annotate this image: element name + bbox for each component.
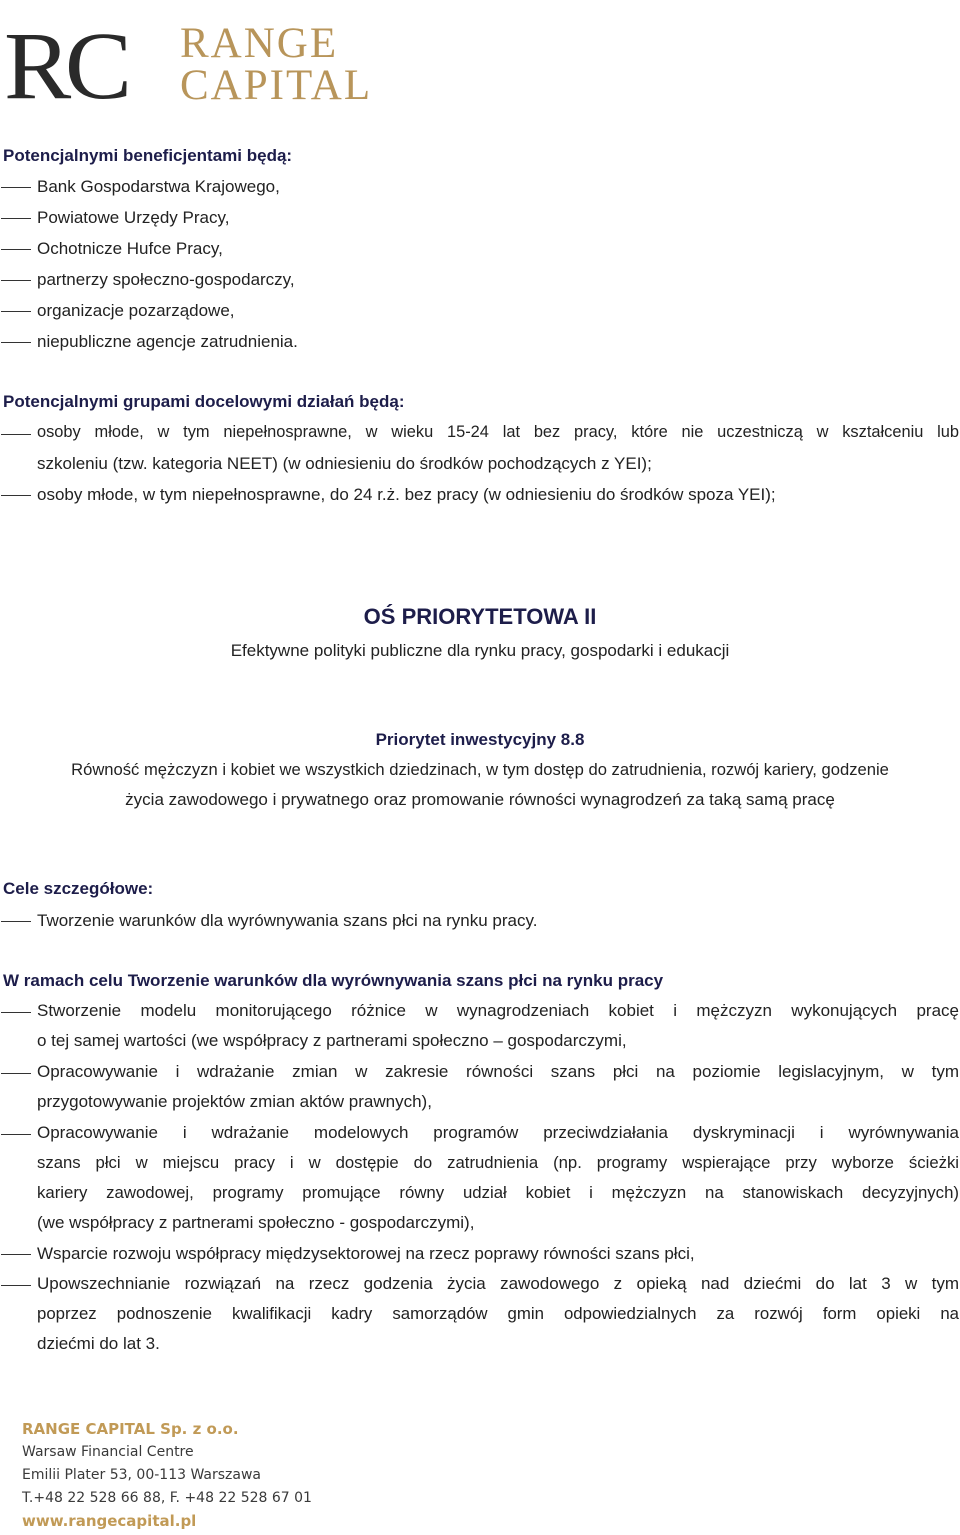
action-item-continued: dziećmi do lat 3. bbox=[37, 1334, 160, 1353]
specific-goal-item: Tworzenie warunków dla wyrównywania szans płci na rynku pracy. bbox=[37, 911, 538, 930]
footer-building: Warsaw Financial Centre bbox=[22, 1444, 194, 1460]
logo-monogram: RC bbox=[4, 12, 126, 119]
priority-axis-title: OŚ PRIORYTETOWA II bbox=[363, 604, 597, 629]
bullet-dash bbox=[1, 434, 31, 435]
priority-axis-subtitle: Efektywne polityki publiczne dla rynku pracy, gospodarki i edukacji bbox=[230, 641, 730, 660]
footer-company-name: RANGE CAPITAL Sp. z o.o. bbox=[22, 1420, 239, 1438]
target-group-item: osoby młode, w tym niepełnosprawne, do 24 r.ż. bez pracy (w odniesieniu do środków spoza YEI); bbox=[37, 485, 776, 504]
action-item-continued: szans płci w miejscu pracy i w dostępie do zatrudnienia (np. programy wspierające przy wyborze ścieżki bbox=[37, 1153, 959, 1172]
beneficiary-item: Powiatowe Urzędy Pracy, bbox=[37, 208, 230, 227]
logo-word-capital: CAPITAL bbox=[180, 62, 373, 109]
bullet-dash bbox=[1, 495, 31, 496]
bullet-dash bbox=[1, 342, 31, 343]
beneficiary-item: niepubliczne agencje zatrudnienia. bbox=[37, 332, 298, 351]
company-footer bbox=[22, 1418, 312, 1533]
bullet-dash bbox=[1, 187, 31, 188]
bullet-dash bbox=[1, 280, 31, 281]
bullet-dash bbox=[1, 1254, 31, 1255]
action-item-continued: przygotowywanie projektów zmian aktów prawnych), bbox=[37, 1092, 432, 1111]
action-item: Wsparcie rozwoju współpracy międzysektorowej na rzecz poprawy równości szans płci, bbox=[37, 1244, 695, 1263]
action-item: Stworzenie modelu monitorującego różnice w wynagrodzeniach kobiet i mężczyzn wykonujących pracę bbox=[37, 1001, 959, 1020]
action-item-continued: poprzez podnoszenie kwalifikacji kadry samorządów gmin odpowiedzialnych za rozwój form opieki na bbox=[37, 1304, 959, 1323]
target-group-item-continued: szkoleniu (tzw. kategoria NEET) (w odniesieniu do środków pochodzących z YEI); bbox=[37, 454, 652, 473]
beneficiary-item: Bank Gospodarstwa Krajowego, bbox=[37, 177, 280, 196]
bullet-dash bbox=[1, 1073, 31, 1074]
bullet-dash bbox=[1, 1285, 31, 1286]
action-item: Opracowywanie i wdrażanie modelowych programów przeciwdziałania dyskryminacji i wyrównywania bbox=[37, 1123, 959, 1142]
footer-address: Emilii Plater 53, 00-113 Warszawa bbox=[22, 1467, 261, 1483]
range-capital-logo bbox=[4, 12, 374, 119]
beneficiary-item: partnerzy społeczno-gospodarczy, bbox=[37, 270, 295, 289]
beneficiary-item: organizacje pozarządowe, bbox=[37, 301, 235, 320]
action-item-continued: kariery zawodowej, programy promujące równy udział kobiet i mężczyzn na stanowiskach decyzyjnych) bbox=[37, 1183, 959, 1202]
target-groups-heading: Potencjalnymi grupami docelowymi działań będą: bbox=[3, 392, 405, 411]
target-group-item: osoby młode, w tym niepełnosprawne, w wieku 15-24 lat bez pracy, które nie uczestniczą w kształceniu lub bbox=[37, 423, 959, 441]
footer-website-link[interactable]: www.rangecapital.pl bbox=[22, 1512, 197, 1530]
action-item-continued: (we współpracy z partnerami społeczno - gospodarczymi), bbox=[37, 1213, 475, 1232]
action-item-continued: o tej samej wartości (we współpracy z partnerami społeczno – gospodarczymi, bbox=[37, 1031, 627, 1050]
investment-priority-title: Priorytet inwestycyjny 8.8 bbox=[375, 730, 585, 749]
bullet-dash bbox=[1, 311, 31, 312]
action-item: Opracowywanie i wdrażanie zmian w zakresie równości szans płci na poziomie legislacyjnym, w tym bbox=[37, 1062, 959, 1081]
bullet-dash bbox=[1, 1012, 31, 1013]
specific-goals-heading: Cele szczegółowe: bbox=[3, 879, 154, 898]
footer-phone: T.+48 22 528 66 88, F. +48 22 528 67 01 bbox=[22, 1490, 312, 1506]
framework-heading: W ramach celu Tworzenie warunków dla wyrównywania szans płci na rynku pracy bbox=[3, 971, 664, 990]
bullet-dash bbox=[1, 1134, 31, 1135]
action-item: Upowszechnianie rozwiązań na rzecz godzenia życia zawodowego z opieką nad dziećmi do lat 3 w tym bbox=[37, 1274, 959, 1293]
bullet-dash bbox=[1, 921, 31, 922]
investment-priority-line: Równość mężczyzn i kobiet we wszystkich dziedzinach, w tym dostęp do zatrudnienia, rozwój kariery, godzenie bbox=[71, 760, 889, 779]
logo-word-range: RANGE bbox=[180, 20, 339, 67]
beneficiary-item: Ochotnicze Hufce Pracy, bbox=[37, 239, 223, 258]
beneficiaries-heading: Potencjalnymi beneficjentami będą: bbox=[3, 146, 293, 165]
bullet-dash bbox=[1, 218, 31, 219]
investment-priority-line: życia zawodowego i prywatnego oraz promowanie równości wynagrodzeń za taką samą pracę bbox=[125, 790, 835, 809]
bullet-dash bbox=[1, 249, 31, 250]
